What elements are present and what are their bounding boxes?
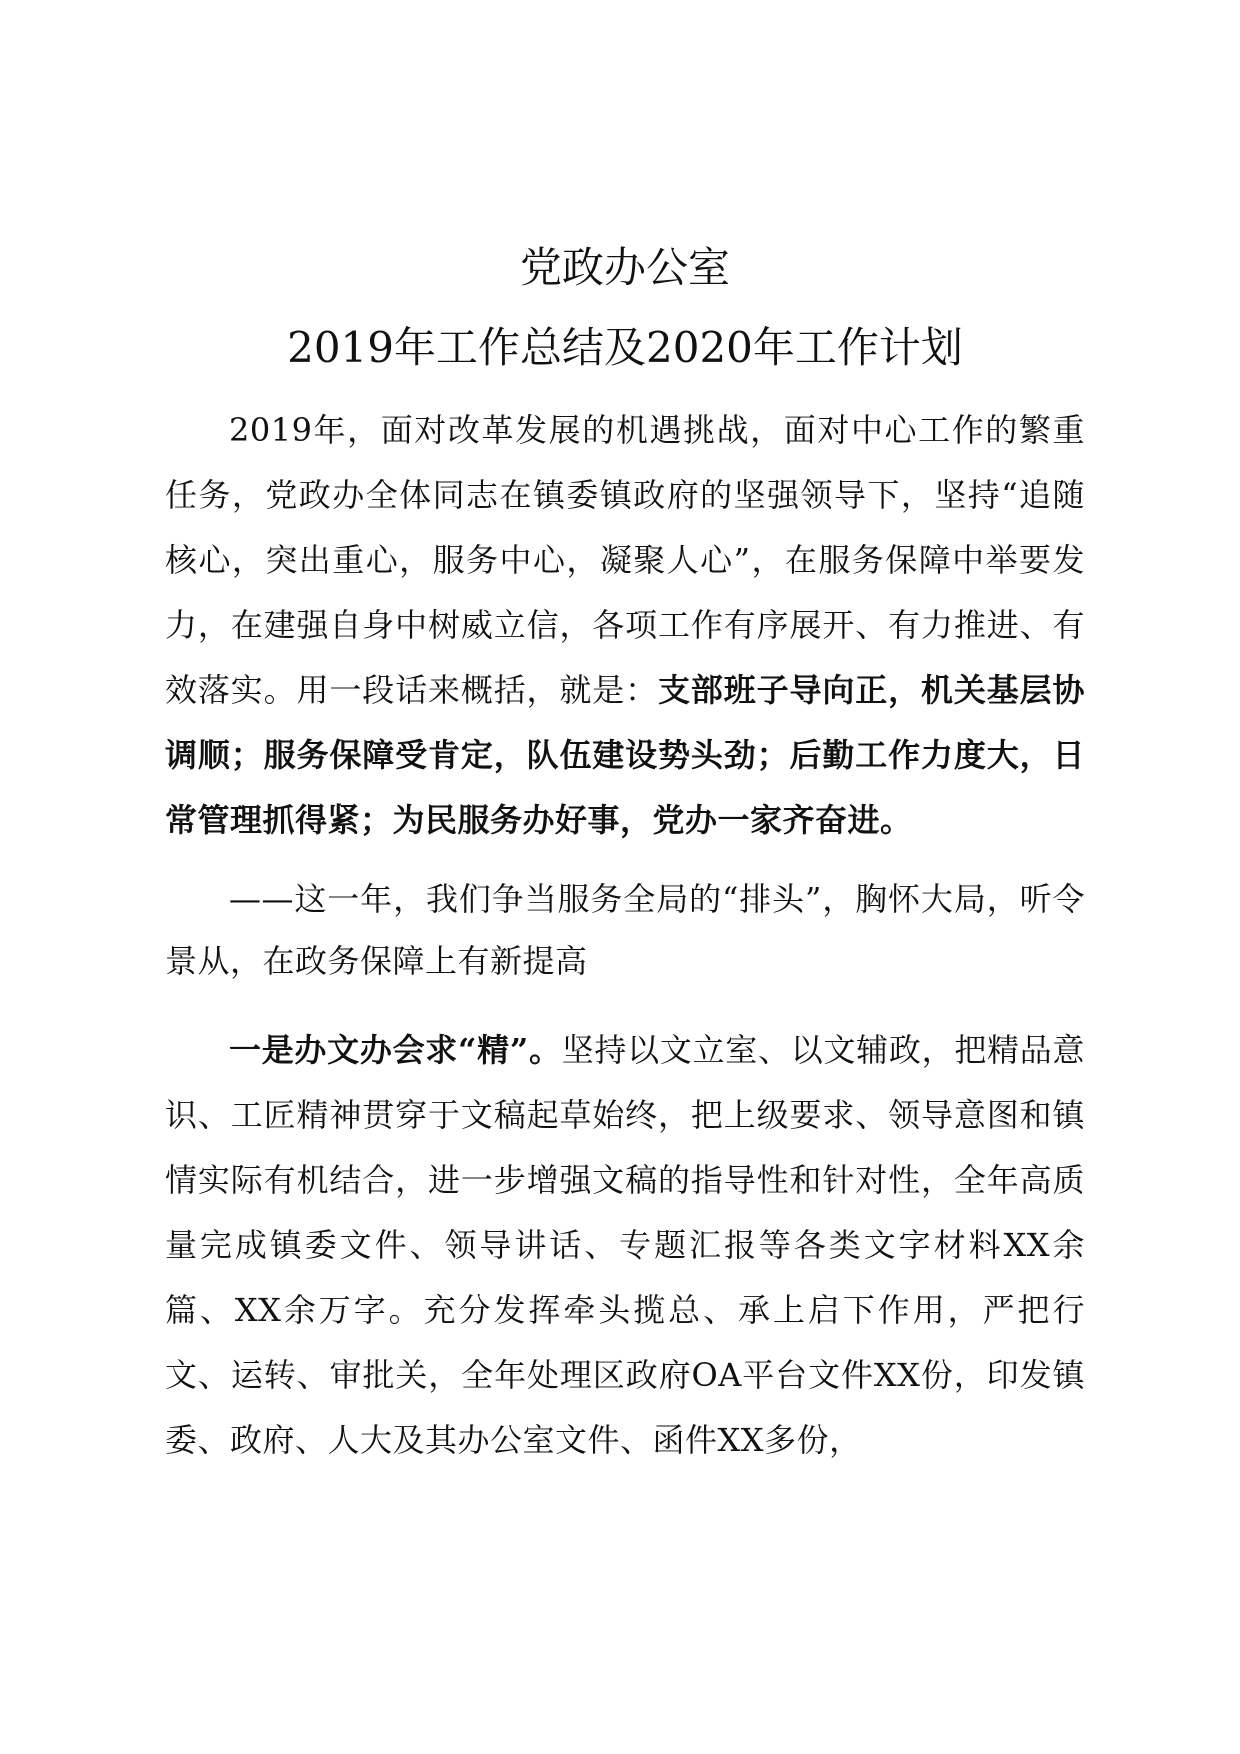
paragraph-item-one-text: 坚持以文立室、以文辅政，把精品意识、工匠精神贯穿于文稿起草始终，把上级要求、领导意图和镇情实际有机结合，进一步增强文稿的指导性和针对性，全年高质量完成镇委文件、领导讲话、专题汇报等各类文字材料XX余篇、XX余万字。充分发挥牵头揽总、承上启下作用，严把行文、运转、审批关，全年处理区政府OA平台文件XX份，印发镇委、政府、人大及其办公室文件、函件XX多份， [165, 1031, 1085, 1459]
paragraph-intro [165, 398, 1085, 853]
paragraph-item-one [165, 1018, 1085, 1473]
document-title-line2: 2019年工作总结及2020年工作计划 [287, 323, 963, 372]
paragraph-intro-summary: 支部班子导向正，机关基层协调顺；服务保障受肯定，队伍建设势头劲；后勤工作力度大，日常管理抓得紧；为民服务办好事，党办一家齐奋进。 [165, 671, 1085, 839]
paragraph-item-one-heading: 一是办文办会求“精”。 [229, 1031, 562, 1069]
paragraph-section-heading: ——这一年，我们争当服务全局的“排头”，胸怀大局，听令景从，在政务保障上有新提高 [165, 880, 1085, 980]
document-title-line1: 党政办公室 [519, 243, 730, 292]
paragraph-intro-text: 2019年，面对改革发展的机遇挑战，面对中心工作的繁重任务，党政办全体同志在镇委镇政府的坚强领导下，坚持“追随核心，突出重心，服务中心，凝聚人心”，在服务保障中举要发力，在建强自身中树威立信，各项工作有序展开、有力推进、有效落实。用一段话来概括，就是： [165, 411, 1085, 709]
